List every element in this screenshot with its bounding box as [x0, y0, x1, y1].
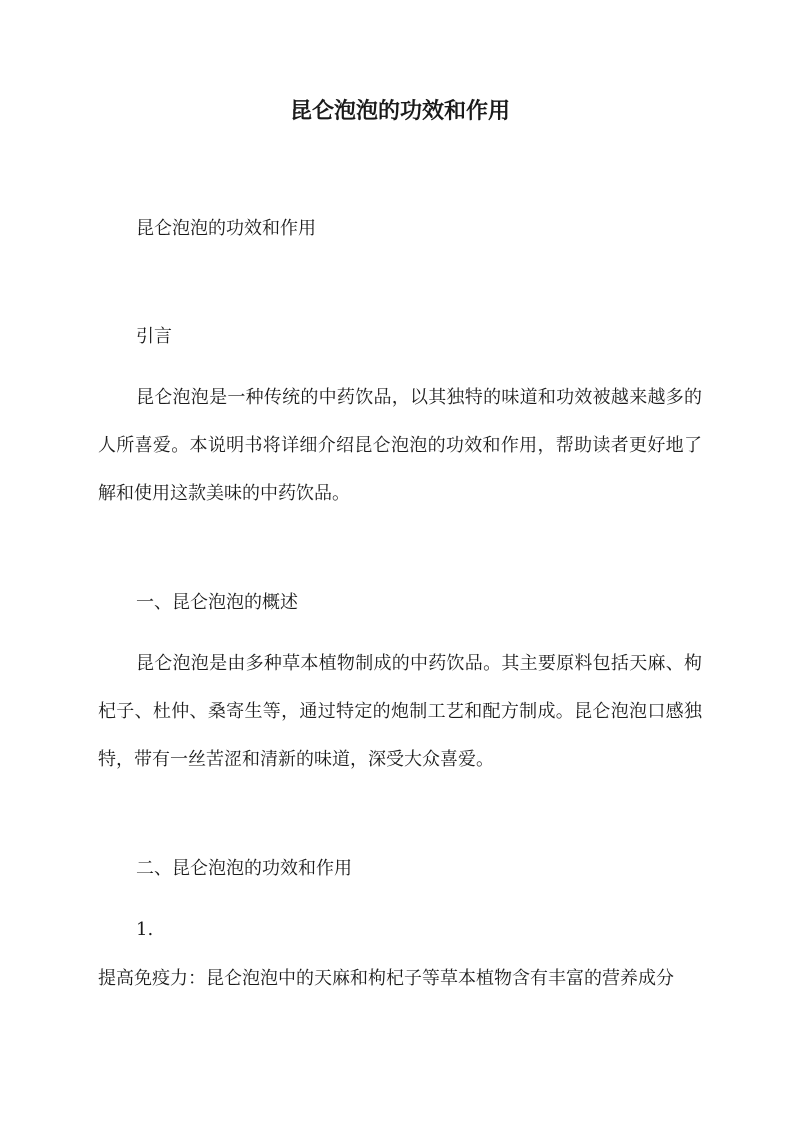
section1-paragraph: 昆仑泡泡是由多种草本植物制成的中药饮品。其主要原料包括天麻、枸杞子、杜仲、桑寄生等，通过特定的炮制工艺和配方制成。昆仑泡泡口感独特，带有一丝苦涩和清新的味道，深受大众喜爱。: [98, 653, 702, 770]
section2-heading: 二、昆仑泡泡的功效和作用: [136, 858, 352, 879]
intro-paragraph: 昆仑泡泡是一种传统的中药饮品，以其独特的味道和功效被越来越多的人所喜爱。本说明书将详细介绍昆仑泡泡的功效和作用，帮助读者更好地了解和使用这款美味的中药饮品。: [98, 387, 702, 504]
document-subtitle: 昆仑泡泡的功效和作用: [136, 218, 316, 239]
item1-text: 提高免疫力：昆仑泡泡中的天麻和枸杞子等草本植物含有丰富的营养成分: [98, 968, 674, 989]
section1-heading: 一、昆仑泡泡的概述: [136, 592, 298, 613]
document-title: 昆仑泡泡的功效和作用: [289, 98, 510, 124]
intro-heading: 引言: [136, 326, 172, 347]
item1-number: 1.: [136, 919, 154, 940]
